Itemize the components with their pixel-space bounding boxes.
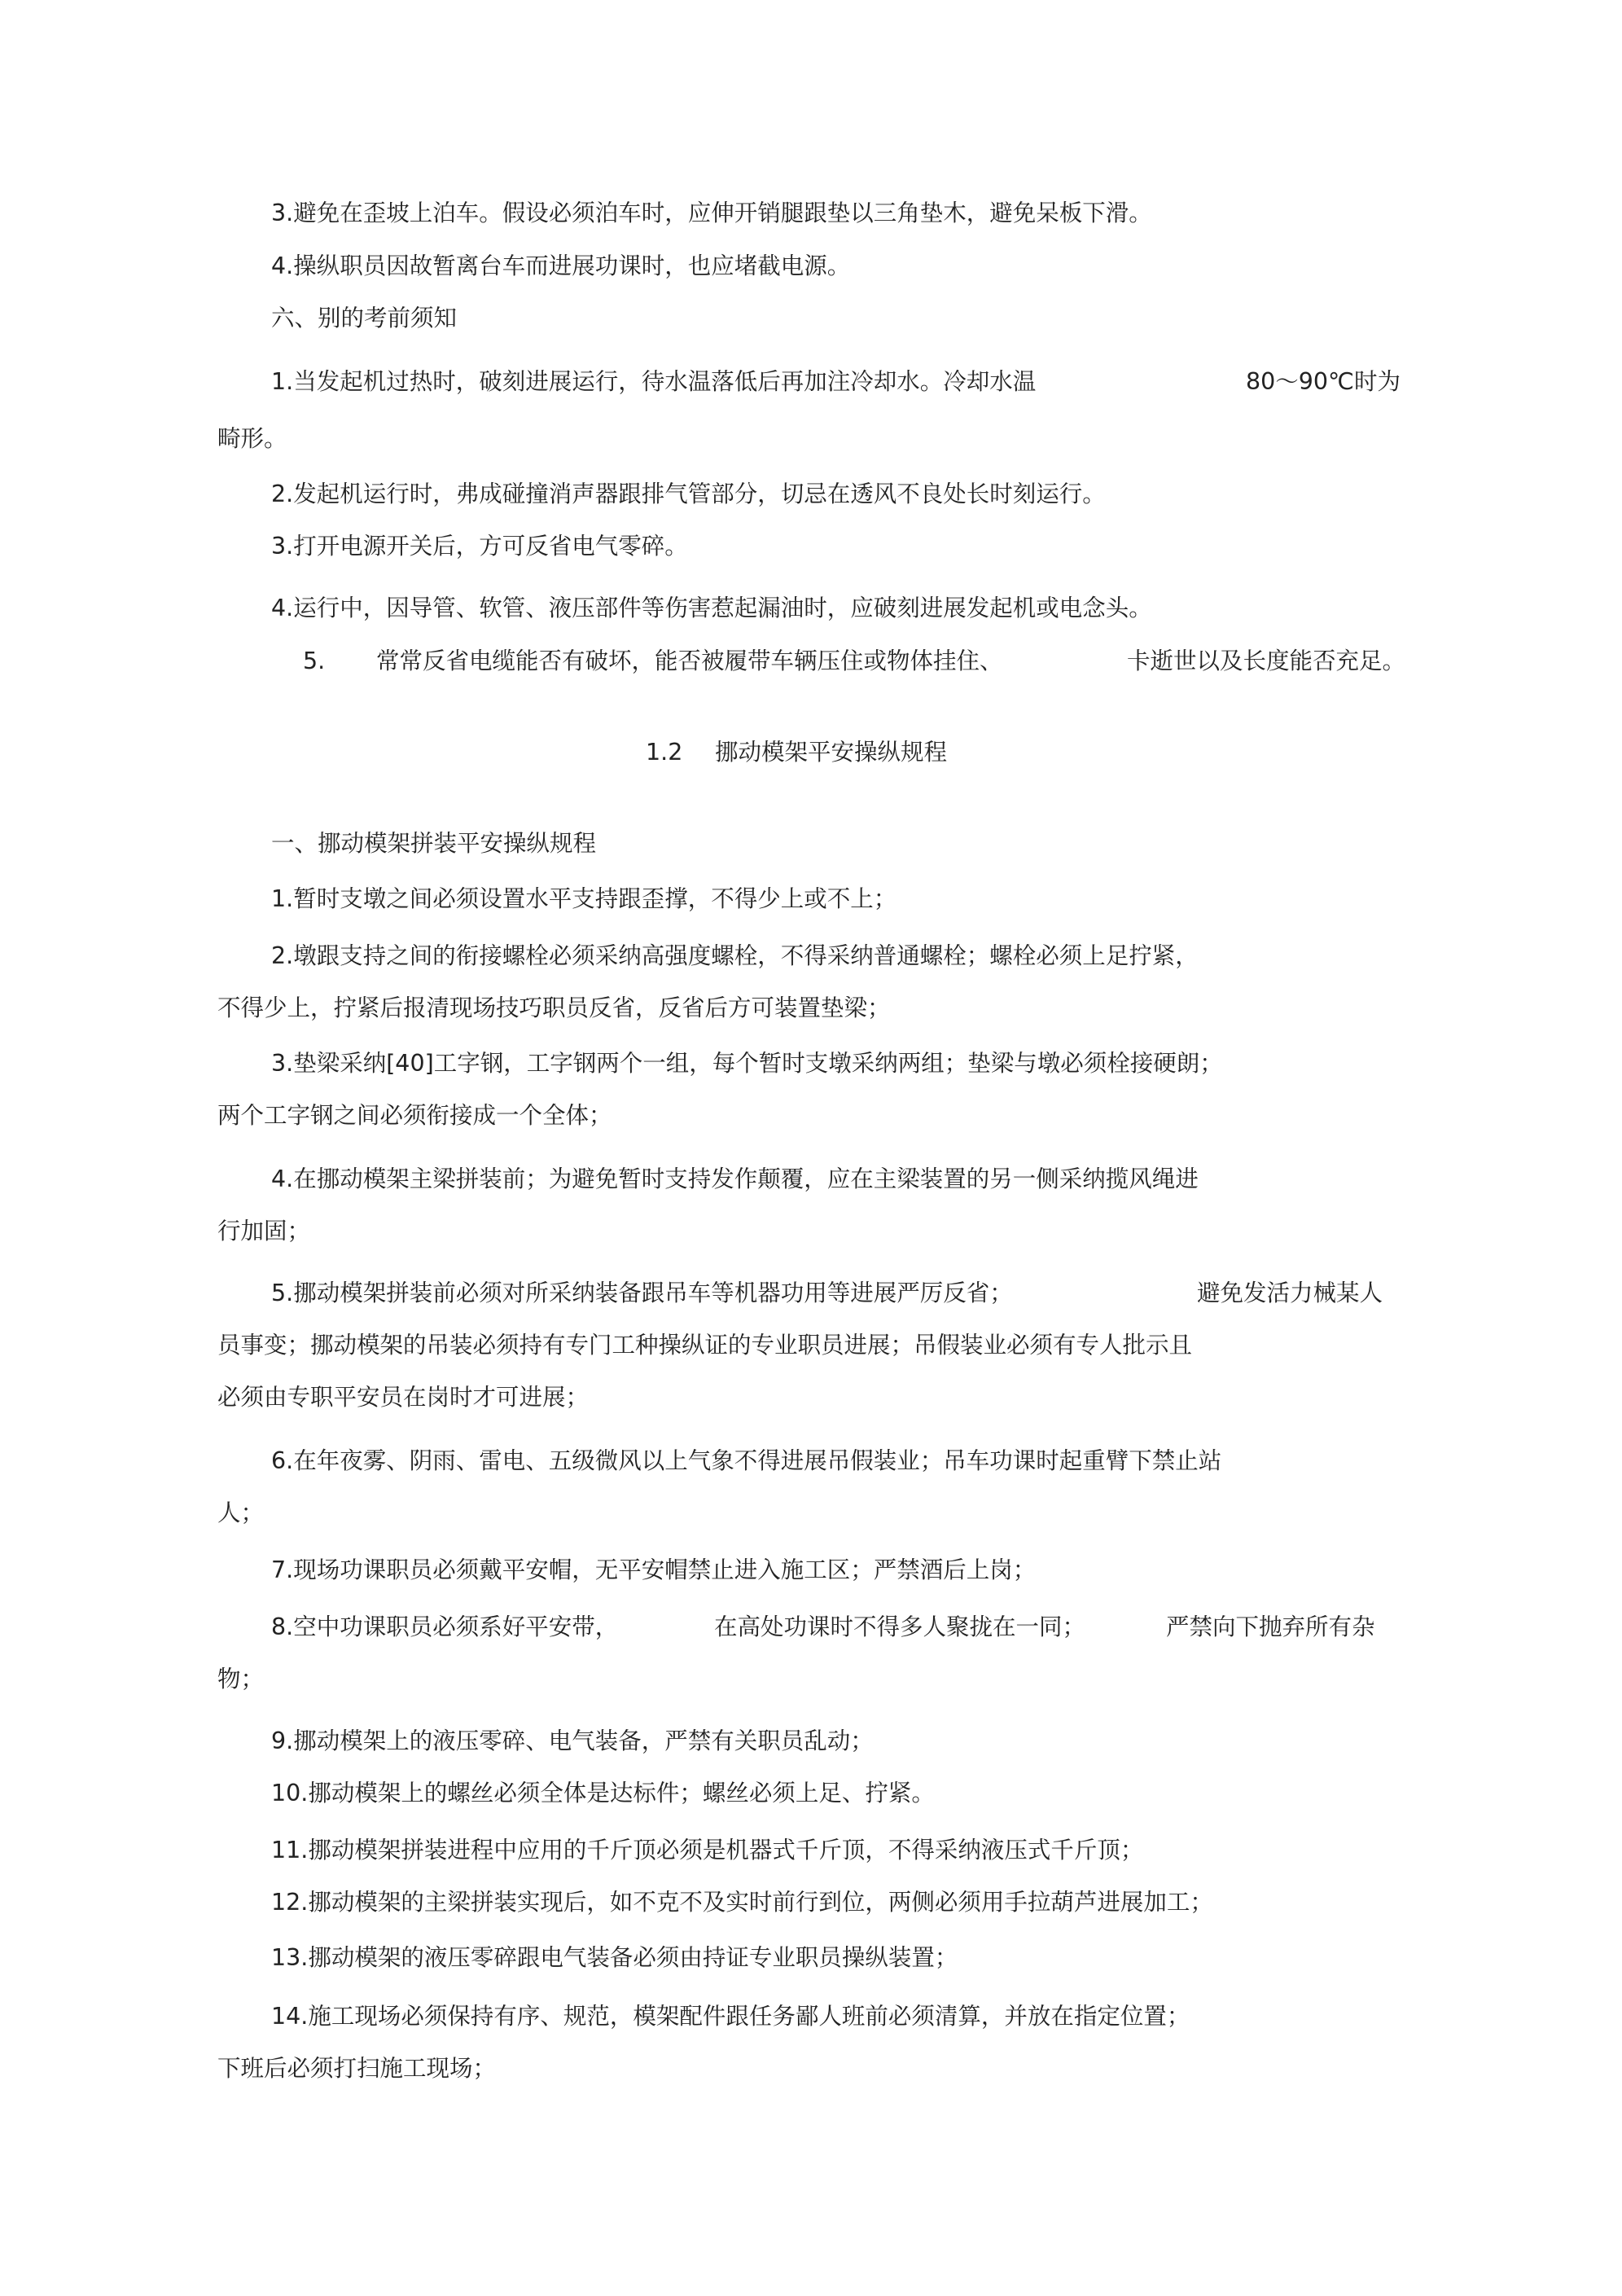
paragraph-line: 物； [217, 1666, 265, 1692]
chapter-title: 挪动模架平安操纵规程 [715, 739, 948, 766]
paragraph-line: 9.挪动模架上的液压零碎、电气装备，严禁有关职员乱动； [271, 1727, 874, 1754]
chapter-number: 1.2 [646, 739, 683, 766]
paragraph-line: 7.现场功课职员必须戴平安帽，无平安帽禁止进入施工区；严禁酒后上岗； [271, 1556, 1037, 1583]
paragraph-line: 1.当发起机过热时，破刻进展运行，待水温落低后再加注冷却水。冷却水温 [271, 368, 1037, 395]
paragraph-line: 畸形。 [217, 425, 287, 452]
paragraph-line: 13.挪动模架的液压零碎跟电气装备必须由持证专业职员操纵装置； [271, 1944, 958, 1971]
paragraph-line-fragment: 严禁向下抛弃所有杂 [1166, 1613, 1375, 1640]
paragraph-line: 2.墩跟支持之间的衔接螺栓必须采纳高强度螺栓，不得采纳普通螺栓；螺栓必须上足拧紧， [271, 942, 1199, 969]
paragraph-line: 11.挪动模架拼装进程中应用的千斤顶必须是机器式千斤顶，不得采纳液压式千斤顶； [271, 1837, 1144, 1864]
section-heading: 六、别的考前须知 [271, 305, 458, 331]
paragraph-line-fragment: 在高处功课时不得多人聚拢在一同； [714, 1613, 1086, 1640]
paragraph-line: 14.施工现场必须保持有序、规范，模架配件跟任务鄙人班前必须清算，并放在指定位置； [271, 2003, 1190, 2030]
paragraph-line: 员事变；挪动模架的吊装必须持有专门工种操纵证的专业职员进展；吊假装业必须有专人批示且 [217, 1332, 1193, 1359]
paragraph-line: 8.空中功课职员必须系好平安带， [271, 1613, 619, 1640]
paragraph-line: 3.避免在歪坡上泊车。假设必须泊车时，应伸开销腿跟垫以三角垫木，避免呆板下滑。 [271, 200, 1152, 226]
paragraph-line: 3.打开电源开关后，方可反省电气零碎。 [271, 533, 688, 560]
paragraph-line: 不得少上，拧紧后报清现场技巧职员反省，反省后方可装置垫梁； [217, 994, 891, 1021]
paragraph-line-fragment: 卡逝世以及长度能否充足。 [1127, 648, 1406, 674]
paragraph-line: 5.挪动模架拼装前必须对所采纳装备跟吊车等机器功用等进展严厉反省； [271, 1280, 1013, 1306]
paragraph-line: 下班后必须打扫施工现场； [217, 2055, 497, 2082]
paragraph-line: 12.挪动模架的主梁拼装实现后，如不克不及实时前行到位，两侧必须用手拉葫芦进展加工； [271, 1889, 1213, 1916]
paragraph-line: 6.在年夜雾、阴雨、雷电、五级微风以上气象不得进展吊假装业；吊车功课时起重臂下禁止站 [271, 1447, 1222, 1474]
paragraph-line: 人； [217, 1499, 265, 1526]
paragraph-line-fragment: 80～90℃时为 [1246, 368, 1401, 395]
paragraph-line-fragment: 避免发活力械某人 [1197, 1280, 1383, 1306]
paragraph-line: 10.挪动模架上的螺丝必须全体是达标件；螺丝必须上足、拧紧。 [271, 1780, 935, 1807]
paragraph-line: 4.在挪动模架主梁拼装前；为避免暂时支持发作颠覆，应在主梁装置的另一侧采纳揽风绳进 [271, 1166, 1199, 1192]
paragraph-line: 4.操纵职员因故暂离台车而进展功课时，也应堵截电源。 [271, 252, 851, 279]
section-heading: 一、挪动模架拼装平安操纵规程 [271, 830, 597, 857]
paragraph-line: 必须由专职平安员在岗时才可进展； [217, 1384, 590, 1411]
paragraph-line: 1.暂时支墩之间必须设置水平支持跟歪撑，不得少上或不上； [271, 885, 897, 912]
paragraph-line: 4.运行中，因导管、软管、液压部件等伤害惹起漏油时，应破刻进展发起机或电念头。 [271, 595, 1152, 621]
paragraph-line: 两个工字钢之间必须衔接成一个全体； [217, 1102, 612, 1129]
paragraph-line: 3.垫梁采纳[40]工字钢，工字钢两个一组，每个暂时支墩采纳两组；垫梁与墩必须栓接硬朗； [271, 1050, 1223, 1077]
paragraph-line: 行加固； [217, 1218, 311, 1245]
paragraph-line: 常常反省电缆能否有破坏，能否被履带车辆压住或物体挂住、 [376, 648, 1003, 674]
paragraph-line: 2.发起机运行时，弗成碰撞消声器跟排气管部分，切忌在透风不良处长时刻运行。 [271, 481, 1106, 507]
list-number: 5. [303, 648, 326, 674]
